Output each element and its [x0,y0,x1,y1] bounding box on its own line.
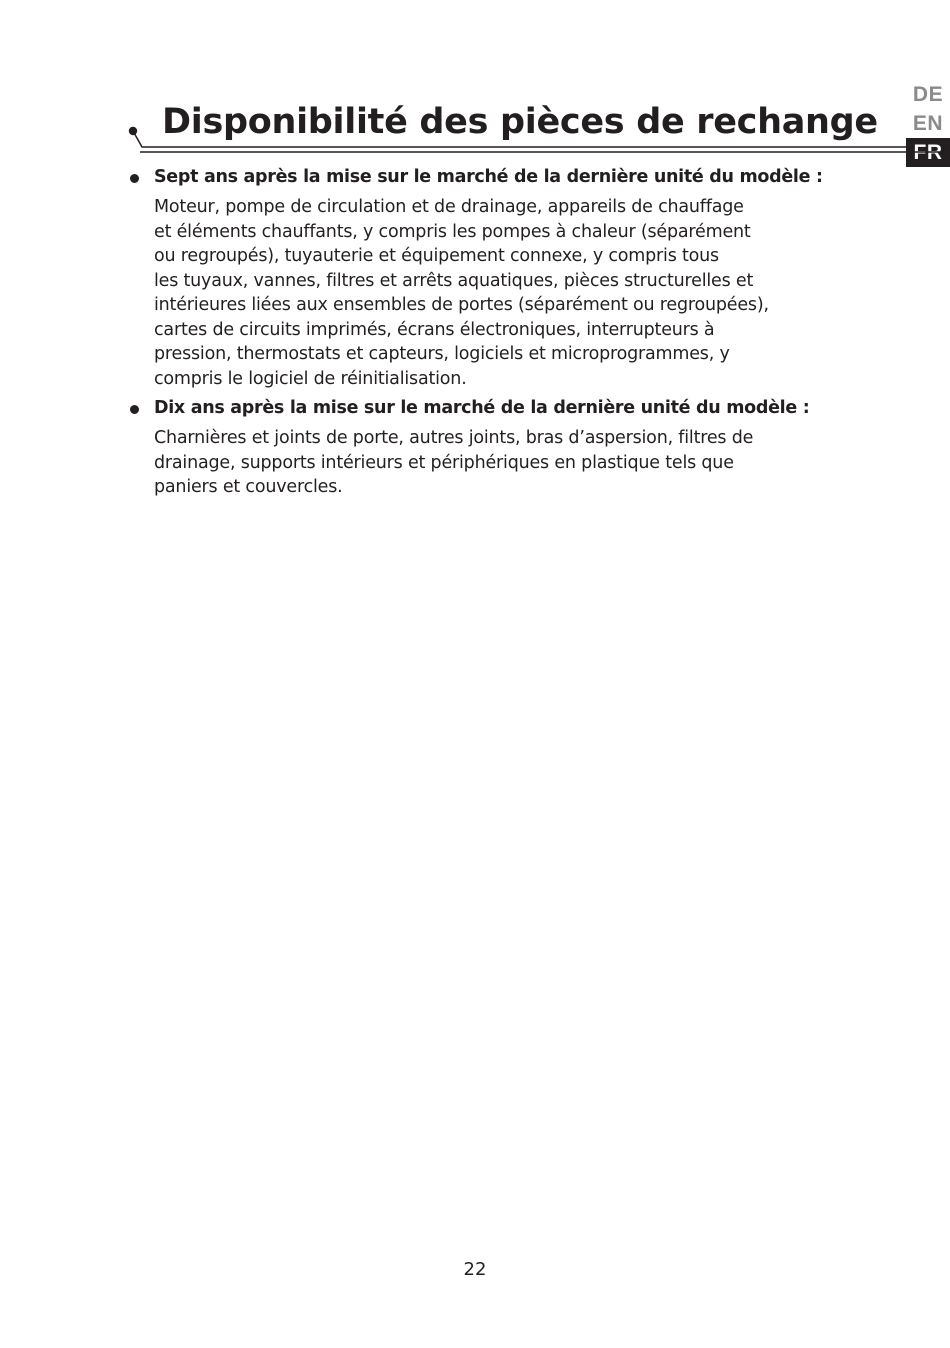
body-line: ou regroupés), tuyauterie et équipement connexe, y compris tous [154,246,719,266]
section-heading-text: Sept ans après la mise sur le marché de la dernière unité du modèle : [154,167,823,187]
body-line: cartes de circuits imprimés, écrans électroniques, interrupteurs à [154,319,715,340]
body-line: intérieures liées aux ensembles de portes (séparément ou regroupées), [154,295,769,315]
language-tab-de[interactable]: DE [912,83,944,106]
section-body [130,195,875,391]
body-line: Charnières et joints de porte, autres joints, bras d’aspersion, filtres de [154,428,754,448]
body-line: drainage, supports intérieurs et périphériques en plastique tels que [154,452,734,473]
language-tab-fr[interactable]: FR [906,138,950,167]
body-line: pression, thermostats et capteurs, logiciels et microprogrammes, y [154,344,730,364]
section-heading [130,394,875,422]
page-title: Disponibilité des pièces de rechange [162,102,878,142]
body-line: et éléments chauffants, y compris les pompes à chaleur (séparément [154,221,751,242]
section-seven-years [130,163,875,391]
document-body [130,163,875,503]
section-ten-years [130,394,875,500]
language-tab-en[interactable]: EN [912,112,944,135]
section-body [130,426,875,500]
section-heading [130,163,875,191]
body-line: les tuyaux, vannes, filtres et arrêts aquatiques, pièces structurelles et [154,270,754,291]
section-heading-text: Dix ans après la mise sur le marché de la dernière unité du modèle : [154,398,810,418]
page-number: 22 [463,1259,487,1280]
body-line: Moteur, pompe de circulation et de drainage, appareils de chauffage [154,197,744,217]
bullet-icon [130,174,139,183]
body-line: compris le logiciel de réinitialisation. [154,368,467,389]
bullet-icon [130,405,139,414]
body-line: paniers et couvercles. [154,477,343,497]
